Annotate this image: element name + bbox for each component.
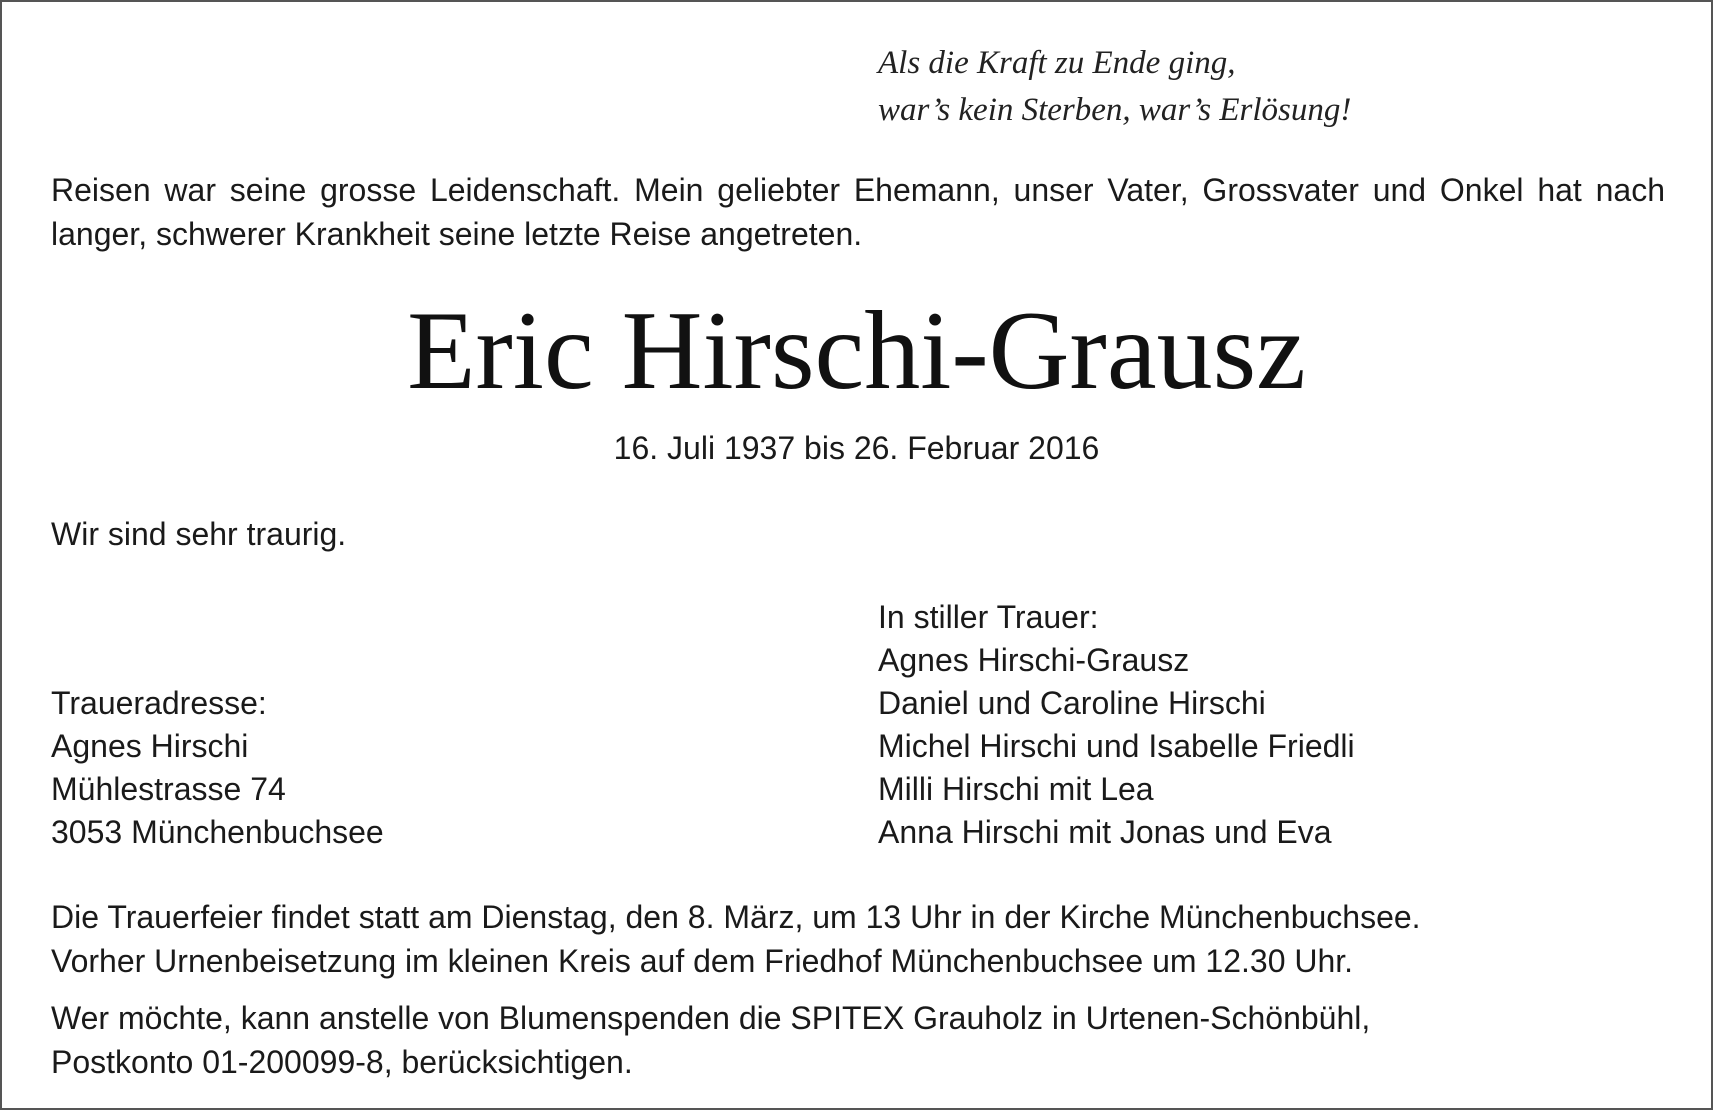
mourners-list — [878, 596, 1355, 854]
sadness-statement: Wir sind sehr traurig. — [51, 516, 347, 552]
service-line: Vorher Urnenbeisetzung im kleinen Kreis auf dem Friedhof Münchenbuchsee um 12.30 Uhr. — [51, 943, 1354, 979]
address-heading: Traueradresse: — [51, 685, 267, 721]
donation-line: Wer möchte, kann anstelle von Blumenspenden die SPITEX Grauholz in Urtenen-Schönbühl, — [51, 1000, 1371, 1036]
quote-line: war’s kein Sterben, war’s Erlösung! — [878, 92, 1352, 128]
mourners-heading: In stiller Trauer: — [878, 599, 1099, 635]
funeral-service-info — [51, 895, 1421, 983]
condolence-address — [51, 682, 384, 854]
mourner-name: Anna Hirschi mit Jonas und Eva — [878, 814, 1332, 850]
mourner-name: Daniel und Caroline Hirschi — [878, 685, 1266, 721]
address-name: Agnes Hirschi — [51, 728, 249, 764]
mourner-name: Milli Hirschi mit Lea — [878, 771, 1154, 807]
address-street: Mühlestrasse 74 — [51, 771, 286, 807]
intro-line: Reisen war seine grosse Leidenschaft. Mein geliebter Ehemann, unser Vater, Grossvater und Onkel hat nach — [51, 172, 1665, 208]
life-dates: 16. Juli 1937 bis 26. Februar 2016 — [613, 430, 1100, 466]
memorial-quote — [878, 40, 1351, 134]
service-line: Die Trauerfeier findet statt am Dienstag, den 8. März, um 13 Uhr in der Kirche Münchenbuchsee. — [51, 899, 1421, 935]
intro-line: langer, schwerer Krankheit seine letzte Reise angetreten. — [51, 216, 863, 252]
mourner-name: Michel Hirschi und Isabelle Friedli — [878, 728, 1355, 764]
mourner-name: Agnes Hirschi-Grausz — [878, 642, 1190, 678]
deceased-name: Eric Hirschi-Grausz — [407, 289, 1306, 413]
address-city: 3053 Münchenbuchsee — [51, 814, 384, 850]
donation-info — [51, 996, 1370, 1084]
donation-line: Postkonto 01-200099-8, berücksichtigen. — [51, 1044, 633, 1080]
quote-line: Als die Kraft zu Ende ging, — [878, 45, 1236, 81]
intro-paragraph — [51, 168, 1665, 256]
